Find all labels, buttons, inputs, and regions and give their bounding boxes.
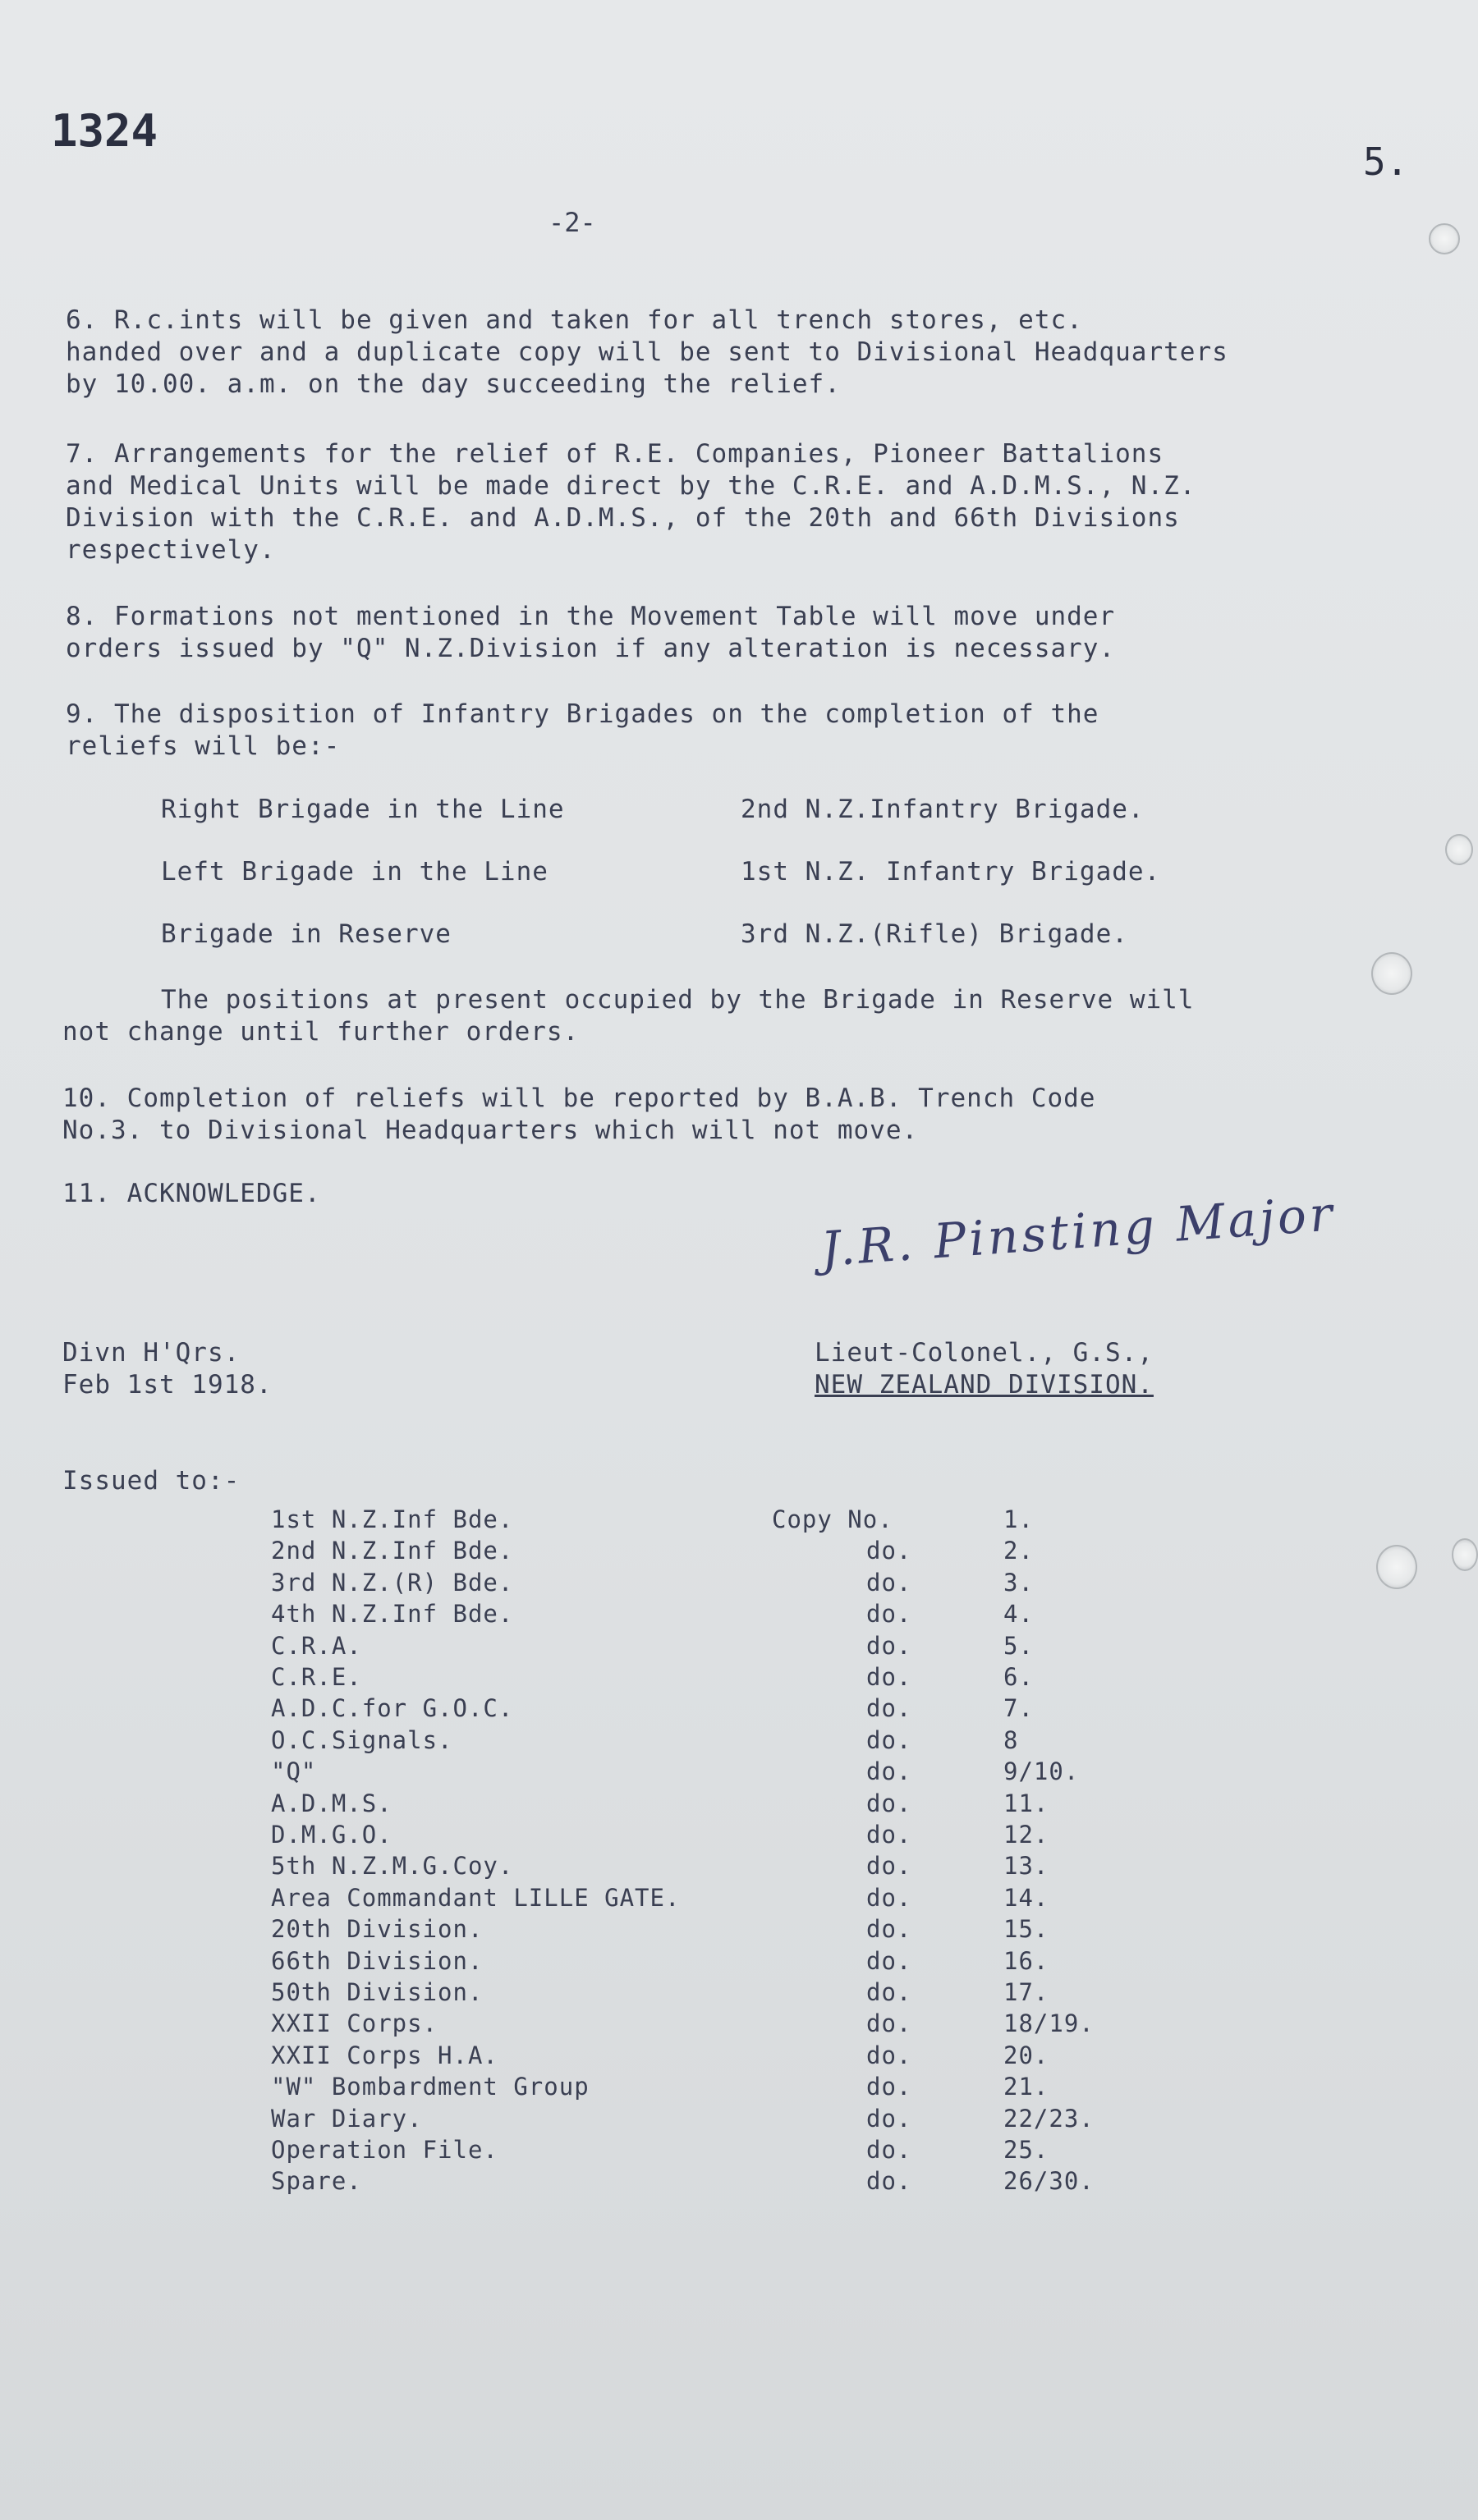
distribution-ditto: do. xyxy=(866,1947,912,1975)
distribution-heading: Issued to:- xyxy=(62,1466,241,1496)
text-line: orders issued by "Q" N.Z.Division if any alteration is necessary. xyxy=(66,634,1116,663)
signatory-rank: Lieut-Colonel., G.S., xyxy=(815,1338,1154,1368)
page-marker: -2- xyxy=(549,207,596,238)
distribution-copy-number: 20. xyxy=(1003,2041,1049,2069)
disposition-position: Brigade in Reserve xyxy=(161,919,452,949)
distribution-copy-number: 2. xyxy=(1003,1537,1034,1565)
distribution-recipient: C.R.A. xyxy=(271,1632,362,1660)
distribution-copy-number: 8 xyxy=(1003,1726,1019,1754)
text-line: and Medical Units will be made direct by the C.R.E. and A.D.M.S., N.Z. xyxy=(66,471,1196,501)
document-number: 1324 xyxy=(51,105,158,157)
text-line: handed over and a duplicate copy will be sent to Divisional Headquarters xyxy=(66,337,1228,367)
distribution-recipient: "W" Bombardment Group xyxy=(271,2073,590,2101)
distribution-copy-number: 4. xyxy=(1003,1600,1034,1628)
distribution-ditto: do. xyxy=(866,2136,912,2164)
distribution-copy-number: 21. xyxy=(1003,2073,1049,2101)
distribution-copy-number: 22/23. xyxy=(1003,2105,1095,2133)
distribution-recipient: Operation File. xyxy=(271,2136,498,2164)
punch-hole xyxy=(1371,952,1412,995)
text-line: 10. Completion of reliefs will be reported by B.A.B. Trench Code xyxy=(62,1084,1096,1113)
distribution-ditto: do. xyxy=(866,1757,912,1785)
distribution-ditto: do. xyxy=(866,2041,912,2069)
distribution-ditto: do. xyxy=(866,2167,912,2195)
distribution-copy-number: 6. xyxy=(1003,1663,1034,1691)
distribution-copy-number: 13. xyxy=(1003,1852,1049,1880)
distribution-recipient: C.R.E. xyxy=(271,1663,362,1691)
text-line: 9. The disposition of Infantry Brigades on the completion of the xyxy=(66,699,1099,729)
distribution-ditto: do. xyxy=(866,1789,912,1817)
signatory-unit: NEW ZEALAND DIVISION. xyxy=(815,1370,1154,1400)
text-line: not change until further orders. xyxy=(62,1017,580,1047)
distribution-ditto: do. xyxy=(866,2105,912,2133)
disposition-position: Left Brigade in the Line xyxy=(161,857,549,887)
punch-hole xyxy=(1445,834,1473,865)
distribution-ditto: do. xyxy=(866,1569,912,1597)
text-line: 6. R.c.ints will be given and taken for all trench stores, etc. xyxy=(66,305,1083,335)
distribution-recipient: War Diary. xyxy=(271,2105,423,2133)
paragraph-11: 11. ACKNOWLEDGE. xyxy=(62,1179,321,1208)
distribution-ditto: do. xyxy=(866,1884,912,1912)
punch-hole xyxy=(1376,1545,1417,1589)
text-line: respectively. xyxy=(66,535,276,565)
distribution-ditto: do. xyxy=(866,1978,912,2006)
disposition-brigade: 2nd N.Z.Infantry Brigade. xyxy=(741,795,1145,824)
distribution-recipient: 4th N.Z.Inf Bde. xyxy=(271,1600,514,1628)
distribution-recipient: 2nd N.Z.Inf Bde. xyxy=(271,1537,514,1565)
origin-headquarters: Divn H'Qrs. xyxy=(62,1338,241,1368)
distribution-recipient: 1st N.Z.Inf Bde. xyxy=(271,1505,514,1533)
distribution-copy-number: 9/10. xyxy=(1003,1757,1080,1785)
disposition-brigade: 1st N.Z. Infantry Brigade. xyxy=(741,857,1161,887)
distribution-recipient: 5th N.Z.M.G.Coy. xyxy=(271,1852,514,1880)
distribution-copy-number: 7. xyxy=(1003,1694,1034,1722)
distribution-copy-number: 14. xyxy=(1003,1884,1049,1912)
distribution-copy-number: 15. xyxy=(1003,1915,1049,1943)
text-line: Division with the C.R.E. and A.D.M.S., of the 20th and 66th Divisions xyxy=(66,503,1180,533)
distribution-recipient: XXII Corps. xyxy=(271,2009,438,2037)
text-line: by 10.00. a.m. on the day succeeding the relief. xyxy=(66,369,841,399)
distribution-copy-number: 12. xyxy=(1003,1821,1049,1849)
distribution-recipient: "Q" xyxy=(271,1757,317,1785)
distribution-recipient: 3rd N.Z.(R) Bde. xyxy=(271,1569,514,1597)
distribution-recipient: D.M.G.O. xyxy=(271,1821,392,1849)
distribution-copy-number: 25. xyxy=(1003,2136,1049,2164)
distribution-recipient: O.C.Signals. xyxy=(271,1726,453,1754)
punch-hole xyxy=(1452,1538,1478,1571)
distribution-ditto: do. xyxy=(866,2009,912,2037)
distribution-ditto: Copy No. xyxy=(772,1505,893,1533)
disposition-brigade: 3rd N.Z.(Rifle) Brigade. xyxy=(741,919,1128,949)
distribution-recipient: 20th Division. xyxy=(271,1915,484,1943)
distribution-copy-number: 11. xyxy=(1003,1789,1049,1817)
distribution-copy-number: 1. xyxy=(1003,1505,1034,1533)
text-line: 7. Arrangements for the relief of R.E. Companies, Pioneer Battalions xyxy=(66,439,1164,469)
text-line: 8. Formations not mentioned in the Movement Table will move under xyxy=(66,602,1116,631)
distribution-recipient: Spare. xyxy=(271,2167,362,2195)
distribution-recipient: XXII Corps H.A. xyxy=(271,2041,498,2069)
distribution-copy-number: 17. xyxy=(1003,1978,1049,2006)
distribution-recipient: 66th Division. xyxy=(271,1947,484,1975)
signature: J.R. Pinsting Major xyxy=(819,1185,1338,1277)
distribution-ditto: do. xyxy=(866,1726,912,1754)
distribution-copy-number: 5. xyxy=(1003,1632,1034,1660)
distribution-ditto: do. xyxy=(866,1694,912,1722)
text-line: The positions at present occupied by the Brigade in Reserve will xyxy=(161,985,1195,1015)
punch-hole xyxy=(1429,223,1460,254)
text-line: No.3. to Divisional Headquarters which will not move. xyxy=(62,1116,919,1145)
distribution-ditto: do. xyxy=(866,1632,912,1660)
distribution-copy-number: 16. xyxy=(1003,1947,1049,1975)
text-line: reliefs will be:- xyxy=(66,731,341,761)
origin-date: Feb 1st 1918. xyxy=(62,1370,273,1400)
distribution-ditto: do. xyxy=(866,1821,912,1849)
distribution-copy-number: 26/30. xyxy=(1003,2167,1095,2195)
distribution-ditto: do. xyxy=(866,2073,912,2101)
distribution-recipient: A.D.M.S. xyxy=(271,1789,392,1817)
disposition-position: Right Brigade in the Line xyxy=(161,795,565,824)
distribution-ditto: do. xyxy=(866,1537,912,1565)
distribution-recipient: 50th Division. xyxy=(271,1978,484,2006)
folio-number: 5. xyxy=(1363,140,1409,184)
distribution-recipient: A.D.C.for G.O.C. xyxy=(271,1694,514,1722)
distribution-copy-number: 18/19. xyxy=(1003,2009,1095,2037)
distribution-ditto: do. xyxy=(866,1600,912,1628)
distribution-copy-number: 3. xyxy=(1003,1569,1034,1597)
distribution-ditto: do. xyxy=(866,1915,912,1943)
distribution-recipient: Area Commandant LILLE GATE. xyxy=(271,1884,681,1912)
distribution-ditto: do. xyxy=(866,1852,912,1880)
distribution-ditto: do. xyxy=(866,1663,912,1691)
